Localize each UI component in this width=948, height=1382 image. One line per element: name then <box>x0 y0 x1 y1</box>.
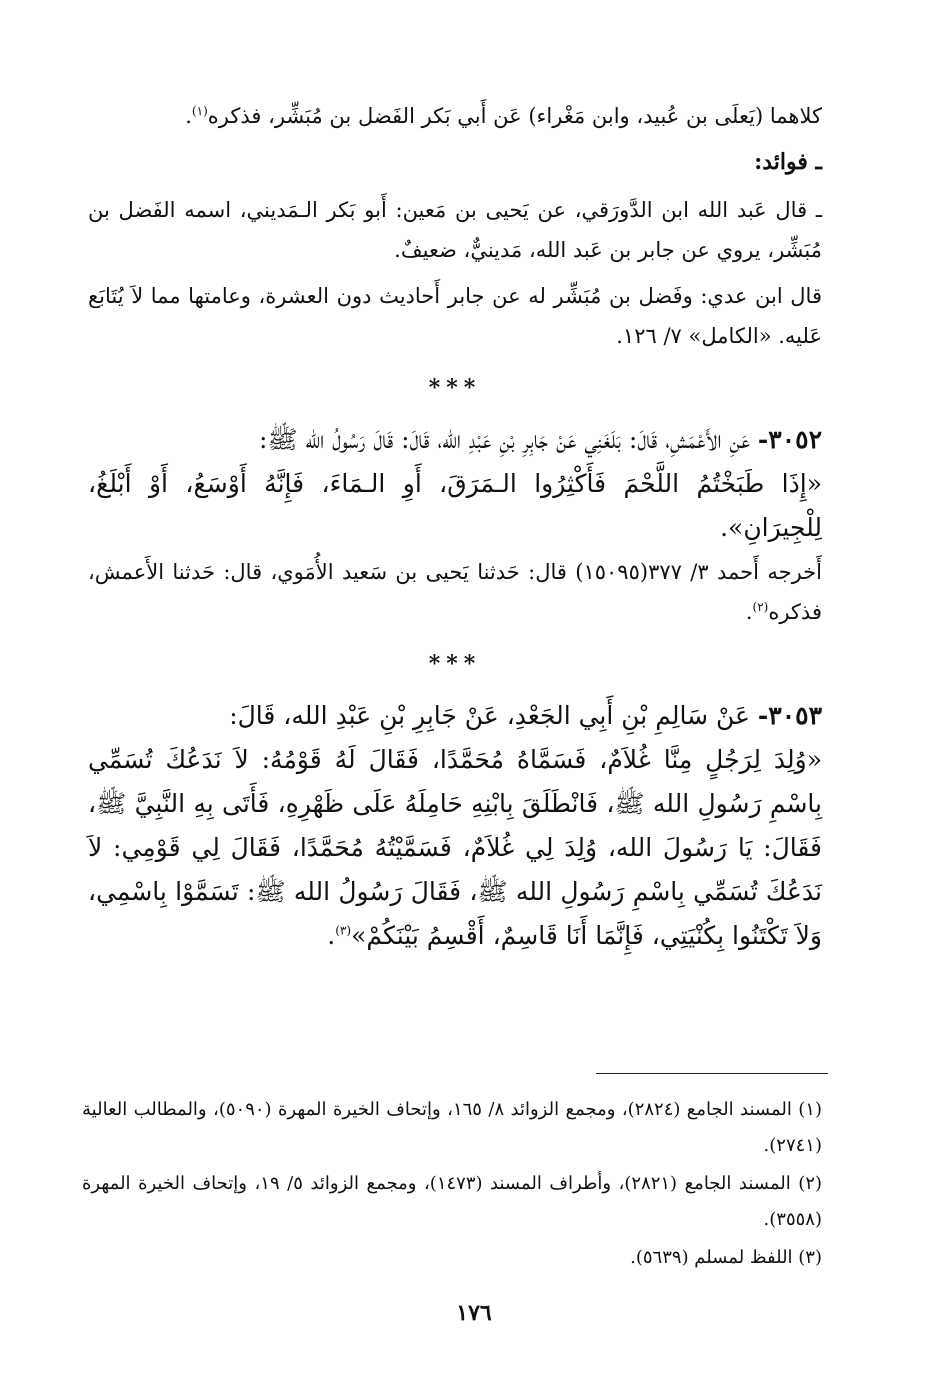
hadith-isnad: عَنِ الأَعْمَشِ، قَالَ: بَلَغَنِي عَنْ جَابِرِ بْنِ عَبْدِ الله، قَالَ: قَالَ رَسُولُ الله ﷺ: <box>258 425 750 454</box>
fawaid-paragraph-2: قال ابن عدي: وفَضل بن مُبَشِّر له عن جابر أَحاديث دون العشرة، وعامتها مما لاَ يُتَابَع عَليه. «الكامل» ٧/ ١٢٦. <box>88 284 822 348</box>
page-body <box>88 96 822 960</box>
page-number: ١٧٦ <box>456 1300 492 1326</box>
section-separator: *** <box>428 375 482 401</box>
hadith-3053-chain <box>88 694 822 738</box>
footnote-3: (٣) اللفظ لمسلم (٥٦٣٩). <box>630 1247 822 1268</box>
hadith-3053-matn <box>88 738 822 958</box>
sentence-end: . <box>745 600 753 624</box>
hadith-3052-matn: «إِذَا طَبَخْتُمُ اللَّحْمَ فَأَكْثِرُوا الـمَرَقَ، أَوِ الـمَاءَ، فَإِنَّهُ أَوْسَعُ، أَوْ أَبْلَغُ، لِلْجِيرَانِ». <box>88 469 822 542</box>
sentence-end: . <box>327 921 336 950</box>
section-separator: *** <box>428 651 482 677</box>
footnote-ref-1: (١) <box>191 104 208 118</box>
footnote-2: (٢) المسند الجامع (٢٨٢١)، وأطراف المسند (١٤٧٣)، ومجمع الزوائد ٥/ ١٩، وإتحاف الخيرة المهرة (٣٥٥٨). <box>82 1173 823 1230</box>
hadith-3052-takhrij <box>88 552 822 632</box>
previous-hadith-text: كلاهما (يَعلَى بن عُبيد، وابن مَغْراء) عَن أَبي بَكر الفَضل بن مُبَشِّر، فذكره <box>207 104 822 128</box>
hadith-3052-chain <box>88 418 822 462</box>
footnote-divider <box>596 1073 828 1074</box>
sentence-end: . <box>185 104 192 128</box>
takhrij-text: أَخرجه أَحمد ٣/ ٣٧٧(١٥٠٩٥) قال: حَدثنا يَحيى بن سَعيد الأُمَوي، قال: حَدثنا الأَعمش، فذكره <box>88 560 822 624</box>
hadith-number: ٣٠٥٢- <box>757 425 822 454</box>
fawaid-paragraph-1: ـ قال عَبد الله ابن الدَّورَقي، عن يَحيى بن مَعين: أَبو بَكر الـمَديني، اسمه الفَضل بن مُبَشِّر، يروي عن جابر بن عَبد الله، مَدينيٌّ، ضعيفٌ. <box>88 198 822 262</box>
footnote-ref-3: (٣) <box>335 923 352 938</box>
footnote-1: (١) المسند الجامع (٢٨٢٤)، ومجمع الزوائد ٨/ ١٦٥، وإتحاف الخيرة المهرة (٥٠٩٠)، والمطالب العالية (٢٧٤١). <box>82 1099 822 1156</box>
previous-hadith-tail <box>88 96 822 136</box>
footnotes <box>82 1092 822 1278</box>
hadith-isnad: عَنْ سَالِمِ بْنِ أَبِي الجَعْدِ، عَنْ جَابِرِ بْنِ عَبْدِ الله، قَالَ: <box>229 701 750 730</box>
footnote-ref-2: (٢) <box>752 600 769 614</box>
hadith-number: ٣٠٥٣- <box>757 701 822 730</box>
fawaid-heading: ـ فوائد: <box>754 149 822 175</box>
matn-text: «وُلِدَ لِرَجُلٍ مِنَّا غُلاَمٌ، فَسَمَّاهُ مُحَمَّدًا، فَقَالَ لَهُ قَوْمُهُ: لاَ نَدَعُكَ تُسَمِّي بِاسْمِ رَسُولِ الله ﷺ، فَانْطَلَقَ بِابْنِهِ حَامِلَهُ عَلَى ظَهْرِهِ، فَأَتَى بِهِ النَّبِيَّ ﷺ، فَقَالَ: يَا رَسُولَ الله، وُلِدَ لِي غُلاَمٌ، فَسَمَّيْتُهُ مُحَمَّدًا، فَقَالَ لِي قَوْمِي: لاَ نَدَعُكَ تُسَمِّي بِاسْمِ رَسُولِ الله ﷺ، فَقَالَ رَسُولُ الله ﷺ: تَسَمَّوْا بِاسْمِي، وَلاَ تَكْتَنُوا بِكُنْيَتِي، فَإِنَّمَا أَنَا قَاسِمٌ، أَقْسِمُ بَيْنَكُمْ» <box>88 745 822 950</box>
